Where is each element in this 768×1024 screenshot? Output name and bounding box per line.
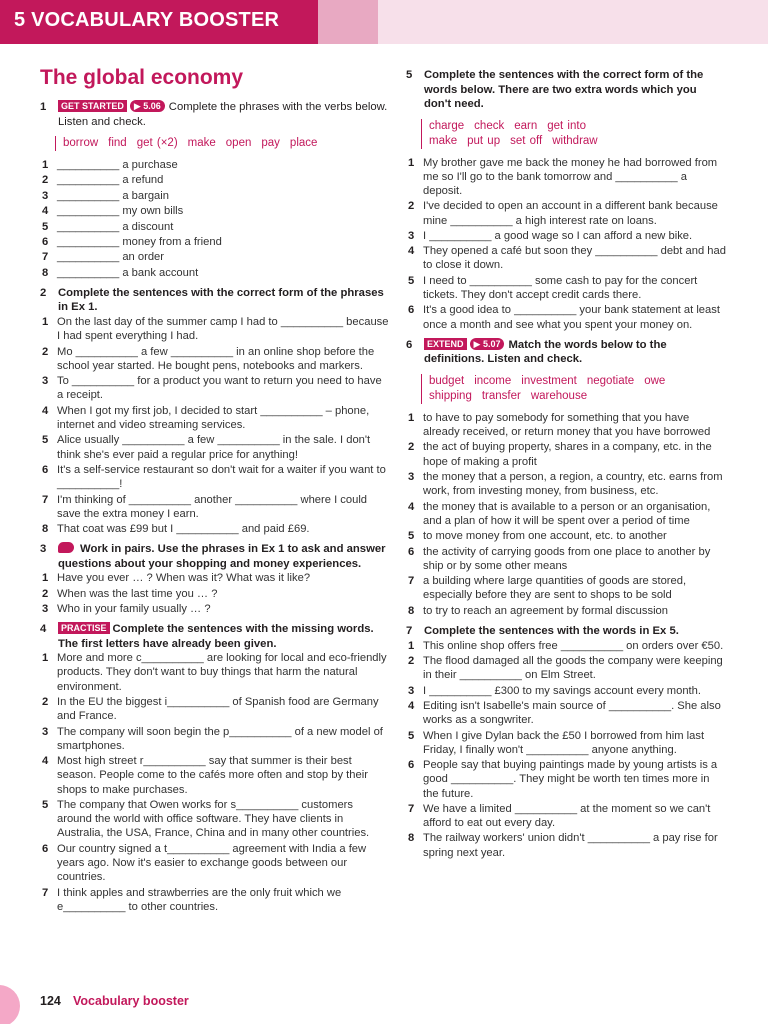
item-number: 5 (42, 434, 49, 447)
exercise-5 (406, 68, 726, 332)
exercise-item (406, 831, 726, 859)
exercise-item (406, 199, 726, 227)
item-text: the activity of carrying goods from one place to another by ship or by some other means (423, 545, 711, 572)
exercise-item (40, 235, 390, 249)
exercise-item (40, 754, 390, 797)
item-number: 6 (42, 842, 49, 855)
item-text: My brother gave me back the money he had borrowed from me so I'll go to the bank tomorrow and __________ a deposit. (423, 156, 718, 197)
word-box-item: find (108, 137, 127, 149)
exercise-items (406, 639, 726, 860)
item-text: Most high street r__________ say that summer is their best season. People come to the cafés more often and stop by their shops to make purchases. (57, 755, 368, 796)
item-number: 3 (408, 684, 415, 697)
exercise-3 (40, 542, 390, 616)
item-number: 2 (42, 587, 49, 600)
word-box-item: get into (547, 119, 586, 132)
item-number: 3 (408, 471, 415, 484)
left-column (40, 60, 390, 920)
item-text: In the EU the biggest i__________ of Spanish food are Germany and France. (57, 696, 379, 723)
right-column (406, 68, 726, 866)
item-number: 2 (42, 696, 49, 709)
exercise-item (406, 303, 726, 331)
item-text: We have a limited __________ at the moment so we can't afford to eat out every day. (423, 802, 711, 830)
item-number: 8 (408, 604, 415, 617)
item-number: 6 (42, 463, 49, 476)
item-text: More and more c__________ are looking for local and eco-friendly products. They don't want to buy things that harm the natural environment. (57, 652, 387, 693)
exercise-item (40, 374, 390, 402)
item-number: 8 (42, 266, 49, 279)
item-number: 6 (42, 235, 49, 248)
item-number: 6 (408, 759, 415, 772)
item-number: 4 (408, 699, 415, 712)
word-box-item: withdraw (552, 134, 598, 147)
item-text: __________ an order (57, 251, 164, 264)
exercise-item (40, 433, 390, 461)
item-text: They opened a café but soon they __________ debt and had to close it down. (423, 245, 726, 272)
exercise-item (406, 758, 726, 801)
exercise-number: 6 (406, 338, 413, 351)
word-box-item: charge (429, 119, 465, 132)
item-text: It's a good idea to __________ your bank statement at least once a month and see what you spent your money on. (423, 304, 720, 331)
item-text: People say that buying paintings made by young artists is a good __________. They might be worth ten times more in the future. (423, 759, 718, 800)
item-number: 1 (408, 639, 415, 652)
exercise-item (406, 639, 726, 653)
exercise-item (406, 440, 726, 468)
item-text: __________ a discount (57, 220, 174, 233)
exercise-item (40, 404, 390, 432)
exercise-item (40, 266, 390, 280)
word-box (421, 119, 726, 149)
extend-badge: EXTEND (424, 338, 467, 350)
header-decoration (318, 0, 768, 44)
item-text: I __________ £300 to my savings account every month. (423, 684, 701, 697)
audio-track-number: 5.07 (482, 338, 501, 349)
item-text: It's a self-service restaurant so don't wait for a waiter if you want to __________! (57, 463, 386, 491)
exercise-item (406, 729, 726, 757)
word-box-item: place (289, 137, 318, 149)
exercise-item (406, 156, 726, 199)
item-text: __________ a purchase (57, 159, 178, 171)
item-text: Mo __________ a few __________ in an online shop before the school year started. He bought pens, notebooks and markers. (57, 345, 375, 372)
item-text: I __________ a good wage so I can afford a new bike. (423, 229, 693, 242)
item-number: 8 (42, 523, 49, 536)
exercise-item (406, 574, 726, 602)
exercise-item (40, 587, 390, 601)
item-number: 1 (408, 411, 415, 424)
item-text: I'm thinking of __________ another __________ where I could save the extra money I earn. (57, 493, 368, 520)
exercise-item (40, 158, 390, 172)
item-number: 2 (42, 345, 49, 358)
exercise-item (40, 250, 390, 264)
exercise-items (40, 571, 390, 616)
exercise-instruction: Work in pairs. Use the phrases in Ex 1 to ask and answer questions about your shopping and money experiences. (58, 543, 386, 570)
audio-track-icon[interactable]: ▶ 5.06 (130, 100, 165, 112)
item-text: __________ my own bills (57, 205, 184, 218)
item-text: The railway workers' union didn't __________ a pay rise for spring next year. (423, 832, 718, 859)
item-number: 7 (42, 493, 49, 506)
item-text: __________ a bank account (57, 266, 199, 279)
item-text: This online shop offers free __________ on orders over €50. (423, 639, 724, 652)
word-box (55, 136, 390, 151)
item-text: The company will soon begin the p__________ of a new model of smartphones. (57, 725, 383, 752)
exercise-instruction: Complete the sentences with the missing words. The first letters have already been given. (58, 623, 374, 650)
item-text: __________ a refund (57, 174, 164, 187)
item-text: the act of buying property, shares in a company, etc. in the hope of making a profit (423, 441, 712, 468)
item-number: 5 (408, 274, 415, 287)
word-box-item: income (474, 374, 512, 387)
exercise-item (40, 725, 390, 753)
exercise-item (406, 699, 726, 727)
item-number: 4 (408, 500, 415, 513)
item-text: __________ money from a friend (57, 235, 222, 248)
exercise-item (406, 274, 726, 302)
word-box (421, 374, 726, 404)
section-header (0, 0, 318, 44)
item-text: the money that a person, a region, a country, etc. earns from work, from investing money, from business, etc. (423, 471, 723, 498)
item-number: 7 (408, 575, 415, 588)
exercise-items (40, 651, 390, 914)
item-text: to try to reach an agreement by formal discussion (423, 604, 668, 617)
audio-track-icon[interactable]: ▶ 5.07 (470, 338, 505, 350)
exercise-number: 4 (40, 623, 47, 636)
item-number: 4 (42, 205, 49, 218)
word-box-item: make (187, 137, 216, 149)
exercise-number: 2 (40, 286, 47, 299)
word-box-item: earn (514, 119, 538, 132)
item-number: 7 (408, 802, 415, 815)
word-box-item: negotiate (586, 374, 635, 387)
item-number: 7 (42, 886, 49, 899)
exercise-item (40, 842, 390, 885)
item-number: 4 (42, 404, 49, 417)
item-number: 4 (42, 755, 49, 768)
exercise-item (406, 500, 726, 528)
exercise-item (40, 315, 390, 343)
exercise-item (406, 229, 726, 243)
word-box-item: pay (261, 137, 280, 149)
speech-bubble-icon (58, 542, 74, 553)
exercise-instruction: Complete the sentences with the correct form of the phrases in Ex 1. (58, 286, 384, 314)
page-footer (0, 985, 768, 1024)
exercise-item (406, 604, 726, 618)
exercise-items (40, 315, 390, 536)
exercise-number: 7 (406, 625, 413, 638)
exercise-4 (40, 622, 390, 914)
exercise-item (40, 173, 390, 187)
exercise-item (406, 470, 726, 498)
exercise-item (406, 545, 726, 573)
exercise-7 (406, 624, 726, 860)
footer-circle-decoration (0, 985, 20, 1024)
item-text: Who in your family usually … ? (57, 603, 211, 616)
word-box-item: owe (644, 374, 666, 387)
item-number: 2 (408, 200, 415, 213)
exercise-item (406, 654, 726, 682)
audio-track-number: 5.06 (143, 101, 161, 111)
exercise-instruction: Complete the sentences with the correct form of the words below. There are two extra words which you don't need. (424, 69, 704, 110)
item-number: 1 (42, 315, 49, 328)
item-text: the money that is available to a person or an organisation, and a plan of how it will be spent over a period of time (423, 500, 711, 527)
word-box-item: warehouse (530, 389, 588, 402)
item-text: The flood damaged all the goods the company were keeping in their __________ on Elm Street. (423, 654, 723, 682)
exercise-2 (40, 286, 390, 536)
page-title: The global economy (40, 66, 244, 89)
item-number: 2 (408, 441, 415, 454)
exercise-1 (40, 100, 390, 280)
item-text: On the last day of the summer camp I had to __________ because I had spent everything I had. (57, 315, 389, 343)
item-text: to have to pay somebody for something that you have already received, or return money that you have borrowed (423, 411, 711, 439)
item-number: 3 (42, 189, 49, 202)
exercise-6 (406, 338, 726, 618)
exercise-item (40, 695, 390, 723)
exercise-instruction: Complete the phrases with the verbs below. Listen and check. (58, 101, 388, 128)
item-number: 3 (42, 603, 49, 616)
word-box-item: investment (521, 374, 577, 387)
item-number: 4 (408, 245, 415, 258)
item-number: 3 (408, 229, 415, 242)
exercise-item (40, 463, 390, 491)
item-text: To __________ for a product you want to return you need to have a receipt. (57, 375, 382, 402)
exercise-item (40, 345, 390, 373)
exercise-item (40, 493, 390, 521)
item-number: 5 (408, 729, 415, 742)
exercise-item (406, 244, 726, 272)
item-number: 6 (408, 304, 415, 317)
word-box-item: set off (510, 134, 543, 147)
exercise-item (40, 571, 390, 585)
item-number: 1 (42, 572, 49, 585)
exercise-item (40, 602, 390, 616)
get-started-badge: GET STARTED (58, 100, 127, 112)
exercise-item (40, 798, 390, 841)
item-number: 5 (408, 530, 415, 543)
exercise-item (40, 522, 390, 536)
item-number: 2 (42, 174, 49, 187)
exercise-number: 5 (406, 69, 413, 81)
item-number: 7 (42, 251, 49, 264)
item-number: 5 (42, 220, 49, 233)
exercise-instruction: Match the words below to the definitions. Listen and check. (424, 338, 667, 366)
page-number: 124 (40, 994, 61, 1008)
item-text: to move money from one account, etc. to another (423, 530, 667, 543)
item-text: __________ a bargain (57, 189, 169, 202)
exercise-item (40, 651, 390, 694)
item-text: I think apples and strawberries are the only fruit which we e__________ to other countries. (57, 886, 342, 913)
word-box-item: open (225, 137, 252, 149)
practise-badge: PRACTISE (58, 622, 110, 634)
item-text: When I give Dylan back the £50 I borrowed from him last Friday, I finally won't __________ anyone anything. (423, 729, 705, 756)
word-box-item: get (×2) (136, 137, 178, 149)
item-text: When was the last time you … ? (57, 587, 218, 600)
exercise-number: 1 (40, 101, 47, 113)
exercise-items (406, 156, 726, 332)
exercise-item (40, 220, 390, 234)
item-text: Editing isn't Isabelle's main source of __________. She also works as a songwriter. (423, 699, 721, 727)
word-box-item: transfer (481, 389, 521, 402)
item-number: 1 (42, 652, 49, 665)
word-box-item: check (474, 119, 505, 132)
exercise-number: 3 (40, 543, 47, 556)
item-text: When I got my first job, I decided to start __________ – phone, internet and video streaming services. (57, 404, 370, 431)
item-text: Alice usually __________ a few __________ in the sale. I don't think she's ever paid a regular price for anything! (57, 434, 371, 461)
exercise-items (406, 411, 726, 618)
item-text: The company that Owen works for s__________ customers around the world with office software. They have clients in Australia, the USA, France, China and in many other countries. (57, 799, 370, 840)
item-text: I need to __________ some cash to pay for the concert tickets. They don't accept credit cards there. (423, 274, 698, 302)
item-number: 1 (42, 159, 49, 171)
item-number: 8 (408, 832, 415, 845)
item-number: 1 (408, 156, 415, 169)
exercise-item (40, 886, 390, 914)
exercise-instruction: Complete the sentences with the words in Ex 5. (424, 625, 679, 638)
word-box-item: put up (467, 134, 501, 147)
item-text: That coat was £99 but I __________ and paid £69. (57, 523, 310, 536)
exercise-item (406, 529, 726, 543)
word-box-item: budget (429, 374, 465, 387)
item-number: 3 (42, 725, 49, 738)
footer-label: Vocabulary booster (73, 994, 189, 1008)
exercise-item (406, 411, 726, 439)
word-box-item: make (429, 134, 458, 147)
item-number: 2 (408, 654, 415, 667)
item-text: Our country signed a t__________ agreement with India a few years ago. Now it's easier to exchange goods between our countries. (57, 842, 367, 884)
word-box-item: shipping (429, 389, 472, 402)
exercise-item (406, 802, 726, 830)
section-title: 5 VOCABULARY BOOSTER (14, 9, 280, 31)
word-box-item: borrow (63, 137, 99, 149)
exercise-item (406, 684, 726, 698)
item-text: Have you ever … ? When was it? What was it like? (57, 572, 311, 585)
item-number: 6 (408, 545, 415, 558)
item-number: 3 (42, 375, 49, 388)
exercise-items (40, 158, 390, 280)
item-text: I've decided to open an account in a different bank because mine __________ a high interest rate on loans. (423, 200, 718, 227)
item-text: a building where large quantities of goods are stored, especially before they are sent to shops to be sold (423, 575, 687, 602)
exercise-item (40, 204, 390, 218)
item-number: 5 (42, 799, 49, 812)
exercise-item (40, 189, 390, 203)
